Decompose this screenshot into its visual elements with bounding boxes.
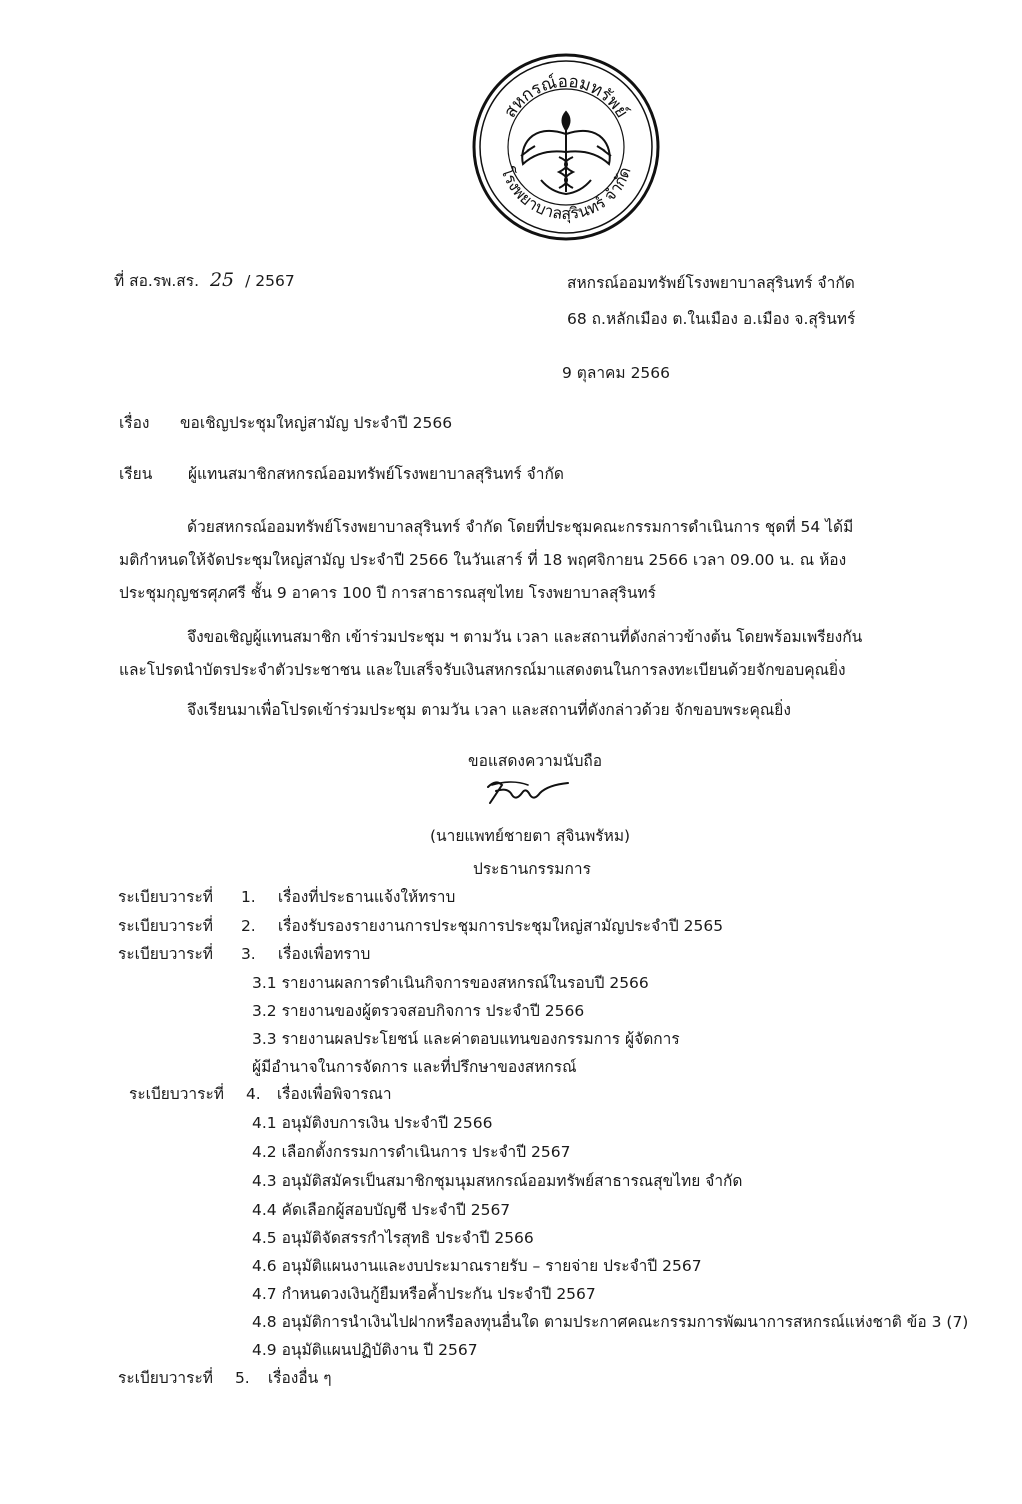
agenda-item-2 — [118, 913, 723, 938]
cooperative-seal-logo — [471, 52, 661, 242]
agenda-item-3 — [118, 941, 370, 966]
reference-number — [114, 268, 295, 293]
signer-name: (นายแพทย์ชายตา สุจินพรัหม) — [430, 827, 631, 845]
agenda-subitem: 4.8 อนุมัติการนำเงินไปฝากหรือลงทุนอื่นใด ตามประกาศคณะกรรมการพัฒนาการสหกรณ์แห่งชาติ ข้อ 3 (7) — [252, 1313, 969, 1331]
svg-text:โรงพยาบาลสุรินทร์ จำกัด: โรงพยาบาลสุรินทร์ จำกัด — [497, 164, 635, 223]
agenda-number: 4. — [245, 1085, 261, 1103]
agenda-text: เรื่องที่ประธานแจ้งให้ทราบ — [277, 888, 456, 906]
reference-handwritten-number: 25 — [209, 269, 235, 291]
handwritten-signature — [482, 775, 572, 811]
agenda-subitem: 4.3 อนุมัติสมัครเป็นสมาชิกชุมนุมสหกรณ์ออมทรัพย์สาธารณสุขไทย จำกัด — [252, 1172, 743, 1190]
agenda-subitem: 4.1 อนุมัติงบการเงิน ประจำปี 2566 — [252, 1114, 493, 1132]
agenda-subitem: 4.2 เลือกตั้งกรรมการดำเนินการ ประจำปี 2567 — [252, 1143, 571, 1161]
recipient-line — [119, 461, 564, 486]
letter-date: 9 ตุลาคม 2566 — [562, 364, 671, 382]
closing-regards: ขอแสดงความนับถือ — [468, 752, 603, 770]
agenda-text: เรื่องเพื่อทราบ — [277, 945, 371, 963]
agenda-text: เรื่องรับรองรายงานการประชุมการประชุมใหญ่สามัญประจำปี 2565 — [277, 917, 724, 935]
agenda-subitem: ผู้มีอำนาจในการจัดการ และที่ปรึกษาของสหกรณ์ — [252, 1058, 577, 1076]
body-paragraph-2-line-2: และโปรดนำบัตรประจำตัวประชาชน และใบเสร็จรับเงินสหกรณ์มาแสดงตนในการลงทะเบียนด้วยจักขอบคุณยิ่ง — [119, 661, 846, 679]
agenda-label: ระเบียบวาระที่ — [129, 1085, 224, 1103]
agenda-label: ระเบียบวาระที่ — [118, 888, 213, 906]
agenda-subitem: 3.1 รายงานผลการดำเนินกิจการของสหกรณ์ในรอบปี 2566 — [252, 974, 649, 992]
body-paragraph-1-line-1: ด้วยสหกรณ์ออมทรัพย์โรงพยาบาลสุรินทร์ จำกัด โดยที่ประชุมคณะกรรมการดำเนินการ ชุดที่ 54 ได้มี — [187, 518, 854, 536]
agenda-number: 3. — [240, 945, 256, 963]
agenda-text: เรื่องเพื่อพิจารณา — [276, 1085, 392, 1103]
agenda-subitem: 4.6 อนุมัติแผนงานและงบประมาณรายรับ – รายจ่าย ประจำปี 2567 — [252, 1257, 702, 1275]
reference-prefix: ที่ สอ.รพ.สร. — [114, 272, 200, 290]
body-paragraph-1-line-3: ประชุมกุญชรศุภศรี ชั้น 9 อาคาร 100 ปี การสาธารณสุขไทย โรงพยาบาลสุรินทร์ — [119, 584, 656, 602]
sender-address: 68 ถ.หลักเมือง ต.ในเมือง อ.เมือง จ.สุรินทร์ — [567, 310, 856, 328]
agenda-number: 5. — [234, 1369, 250, 1387]
agenda-item-5 — [118, 1365, 332, 1390]
agenda-label: ระเบียบวาระที่ — [118, 945, 213, 963]
agenda-item-4 — [129, 1081, 392, 1106]
subject-line — [119, 410, 452, 435]
agenda-text: เรื่องอื่น ๆ — [267, 1369, 332, 1387]
body-paragraph-3: จึงเรียนมาเพื่อโปรดเข้าร่วมประชุม ตามวัน เวลา และสถานที่ดังกล่าวด้วย จักขอบพระคุณยิ่ง — [187, 701, 791, 719]
agenda-subitem: 3.3 รายงานผลประโยชน์ และค่าตอบแทนของกรรมการ ผู้จัดการ — [252, 1030, 680, 1048]
agenda-subitem: 3.2 รายงานของผู้ตรวจสอบกิจการ ประจำปี 2566 — [252, 1002, 585, 1020]
subject-text: ขอเชิญประชุมใหญ่สามัญ ประจำปี 2566 — [179, 414, 453, 432]
signer-position: ประธานกรรมการ — [473, 860, 591, 878]
svg-text:สหกรณ์ออมทรัพย์: สหกรณ์ออมทรัพย์ — [500, 71, 632, 122]
agenda-subitem: 4.5 อนุมัติจัดสรรกำไรสุทธิ ประจำปี 2566 — [252, 1229, 534, 1247]
body-paragraph-2-line-1: จึงขอเชิญผู้แทนสมาชิก เข้าร่วมประชุม ฯ ตามวัน เวลา และสถานที่ดังกล่าวข้างต้น โดยพร้อมเพรียงกัน — [187, 628, 863, 646]
agenda-subitem: 4.4 คัดเลือกผู้สอบบัญชี ประจำปี 2567 — [252, 1201, 511, 1219]
agenda-subitem: 4.7 กำหนดวงเงินกู้ยืมหรือค้ำประกัน ประจำปี 2567 — [252, 1285, 596, 1303]
agenda-item-1 — [118, 884, 455, 909]
agenda-number: 2. — [240, 917, 256, 935]
sender-name: สหกรณ์ออมทรัพย์โรงพยาบาลสุรินทร์ จำกัด — [567, 274, 855, 292]
subject-label: เรื่อง — [119, 414, 150, 432]
reference-suffix: / 2567 — [245, 272, 295, 290]
agenda-label: ระเบียบวาระที่ — [118, 1369, 213, 1387]
body-paragraph-1-line-2: มติกำหนดให้จัดประชุมใหญ่สามัญ ประจำปี 2566 ในวันเสาร์ ที่ 18 พฤศจิกายน 2566 เวลา 09.00 น. ณ ห้อง — [119, 551, 847, 569]
agenda-number: 1. — [240, 888, 256, 906]
recipient-text: ผู้แทนสมาชิกสหกรณ์ออมทรัพย์โรงพยาบาลสุรินทร์ จำกัด — [187, 465, 564, 483]
recipient-label: เรียน — [119, 465, 153, 483]
agenda-label: ระเบียบวาระที่ — [118, 917, 213, 935]
agenda-subitem: 4.9 อนุมัติแผนปฏิบัติงาน ปี 2567 — [252, 1341, 478, 1359]
